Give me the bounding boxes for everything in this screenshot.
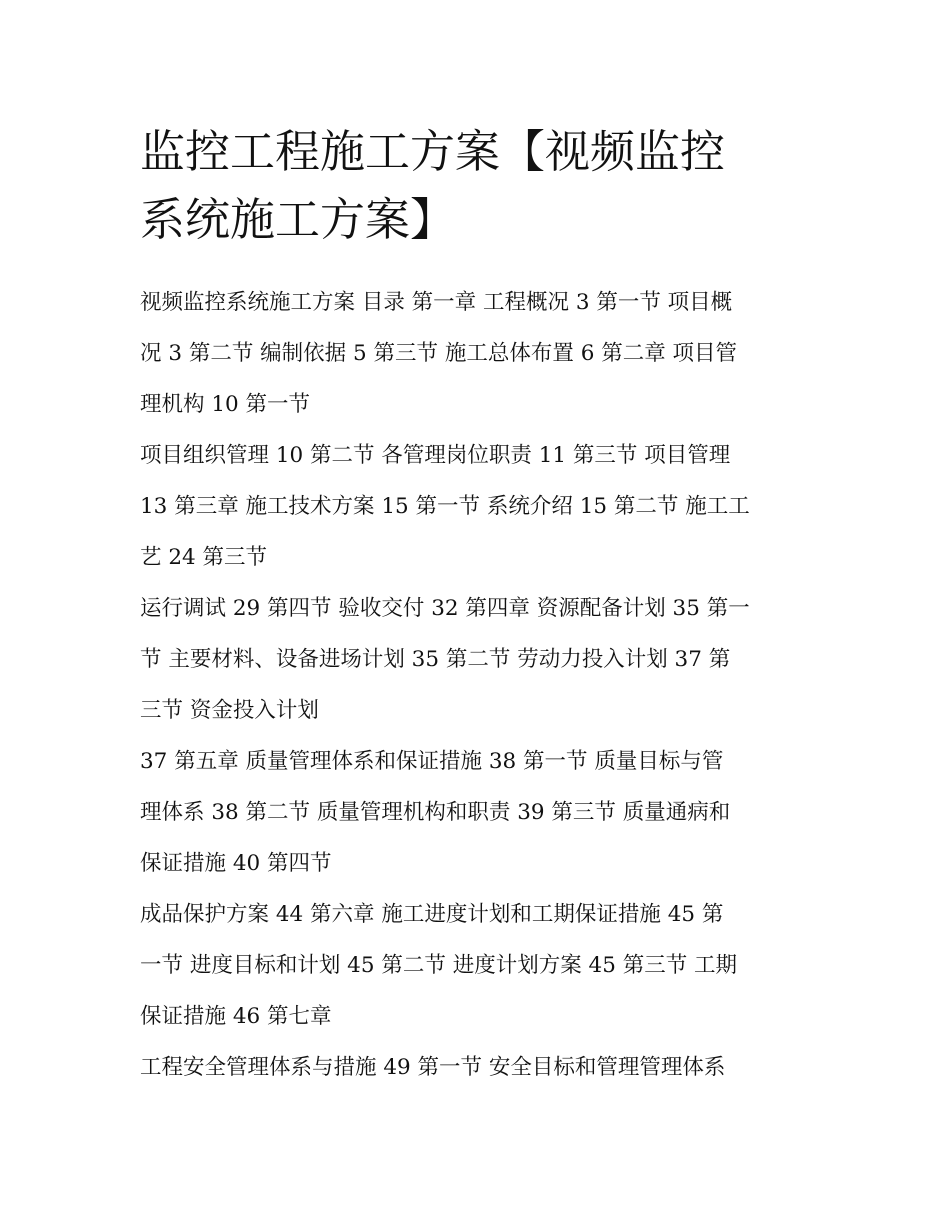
text-line: 理体系 38 第二节 质量管理机构和职责 39 第三节 质量通病和 xyxy=(140,800,731,825)
paragraph xyxy=(140,889,830,1042)
title-line: 系统施工方案】 xyxy=(140,193,456,246)
text-line: 理机构 10 第一节 xyxy=(140,392,311,417)
document-body xyxy=(140,277,830,1093)
text-line: 一节 进度目标和计划 45 第二节 进度计划方案 45 第三节 工期 xyxy=(140,953,738,978)
text-line: 保证措施 40 第四节 xyxy=(140,851,332,876)
page-title xyxy=(140,118,820,254)
text-line: 三节 资金投入计划 xyxy=(140,698,319,723)
paragraph xyxy=(140,583,830,736)
text-line: 工程安全管理体系与措施 49 第一节 安全目标和管理管理体系 xyxy=(140,1055,726,1080)
text-line: 节 主要材料、设备进场计划 35 第二节 劳动力投入计划 37 第 xyxy=(140,647,731,672)
paragraph xyxy=(140,277,830,430)
text-line: 况 3 第二节 编制依据 5 第三节 施工总体布置 6 第二章 项目管 xyxy=(140,341,738,366)
paragraph xyxy=(140,1042,830,1093)
text-line: 项目组织管理 10 第二节 各管理岗位职责 11 第三节 项目管理 xyxy=(140,443,731,468)
text-line: 13 第三章 施工技术方案 15 第一节 系统介绍 15 第二节 施工工 xyxy=(140,494,750,519)
paragraph xyxy=(140,430,830,583)
title-line: 监控工程施工方案【视频监控 xyxy=(140,125,726,178)
text-line: 艺 24 第三节 xyxy=(140,545,268,570)
text-line: 视频监控系统施工方案 目录 第一章 工程概况 3 第一节 项目概 xyxy=(140,290,733,315)
text-line: 保证措施 46 第七章 xyxy=(140,1004,332,1029)
paragraph xyxy=(140,736,830,889)
text-line: 37 第五章 质量管理体系和保证措施 38 第一节 质量目标与管 xyxy=(140,749,724,774)
text-line: 成品保护方案 44 第六章 施工进度计划和工期保证措施 45 第 xyxy=(140,902,724,927)
text-line: 运行调试 29 第四节 验收交付 32 第四章 资源配备计划 35 第一 xyxy=(140,596,750,621)
